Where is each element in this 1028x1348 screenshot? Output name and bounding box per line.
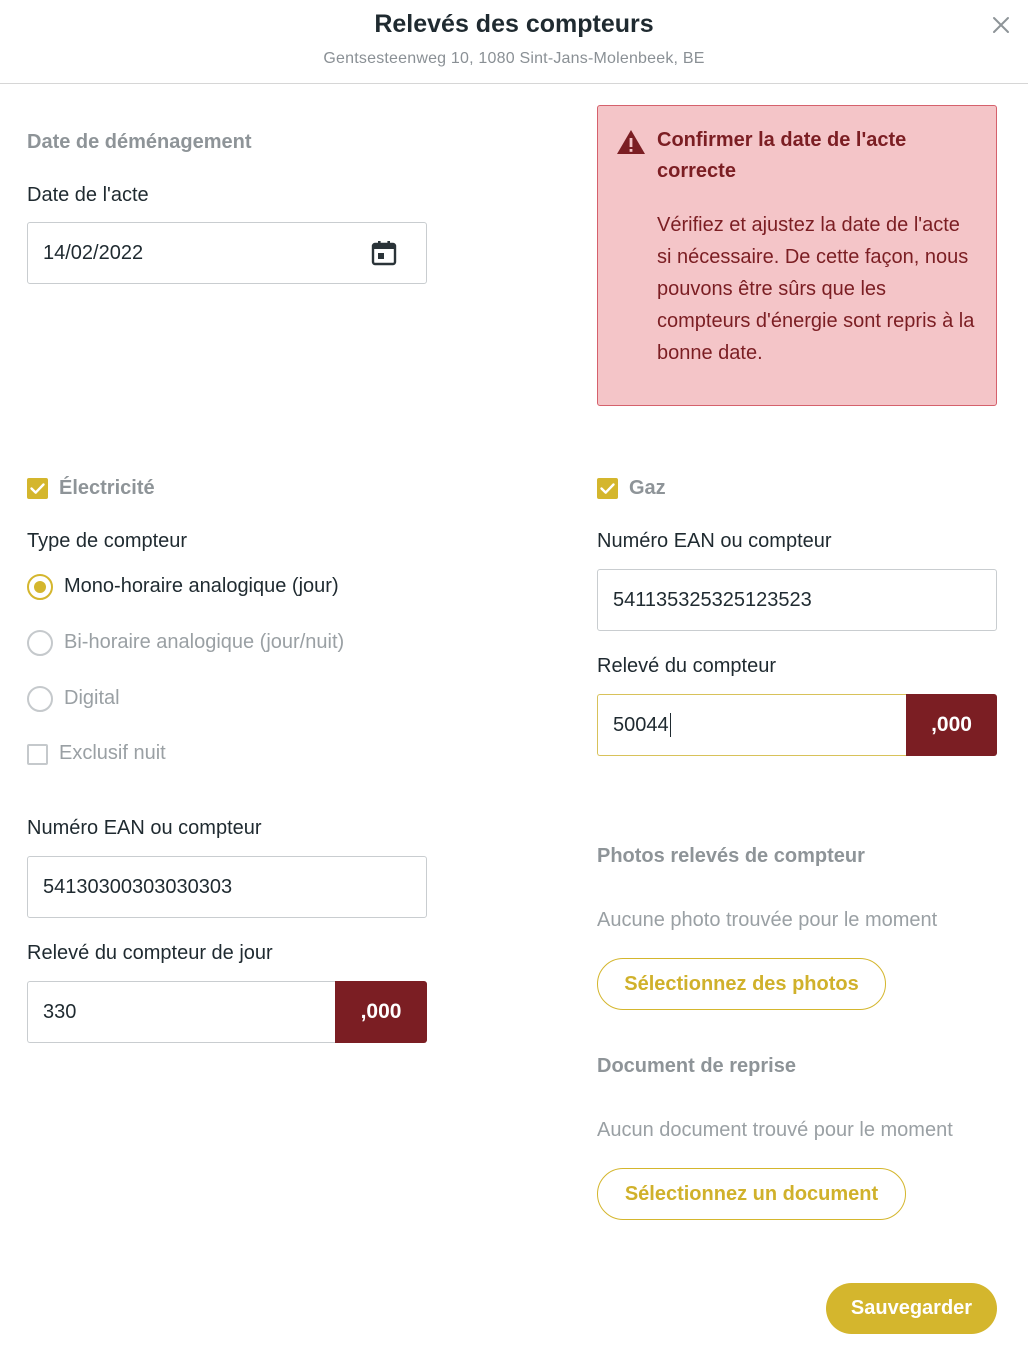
select-photos-button[interactable]: Sélectionnez des photos bbox=[597, 958, 886, 1010]
gas-reading-value: 50044 bbox=[613, 713, 669, 736]
night-only-label: Exclusif nuit bbox=[59, 742, 166, 764]
deed-date-label: Date de l'acte bbox=[27, 184, 149, 206]
day-reading-input[interactable] bbox=[27, 981, 336, 1043]
close-icon[interactable] bbox=[988, 12, 1014, 38]
modal-header bbox=[0, 0, 1028, 84]
alert-title: Confirmer la date de l'acte correcte bbox=[657, 129, 907, 182]
save-button[interactable]: Sauvegarder bbox=[826, 1283, 997, 1334]
calendar-icon[interactable] bbox=[370, 239, 398, 267]
text-caret bbox=[670, 713, 671, 737]
gas-ean-input[interactable] bbox=[597, 569, 997, 631]
document-empty-text: Aucun document trouvé pour le moment bbox=[597, 1119, 953, 1141]
gas-label: Gaz bbox=[629, 477, 666, 499]
day-reading-value: 330 bbox=[43, 1000, 77, 1023]
gas-reading-label: Relevé du compteur bbox=[597, 655, 776, 677]
day-reading-label: Relevé du compteur de jour bbox=[27, 942, 273, 964]
electricity-ean-label: Numéro EAN ou compteur bbox=[27, 817, 262, 839]
radio-digital[interactable] bbox=[27, 686, 53, 712]
electricity-ean-value: 54130300303030303 bbox=[43, 875, 233, 898]
radio-bi-horaire-label: Bi-horaire analogique (jour/nuit) bbox=[64, 631, 345, 653]
photos-title: Photos relevés de compteur bbox=[597, 845, 865, 867]
day-reading-decimal-suffix: ,000 bbox=[335, 981, 427, 1043]
document-title: Document de reprise bbox=[597, 1055, 796, 1077]
deed-date-value: 14/02/2022 bbox=[43, 241, 144, 264]
gas-reading-decimal-suffix: ,000 bbox=[906, 694, 997, 756]
deed-date-alert bbox=[597, 105, 997, 406]
radio-digital-label: Digital bbox=[64, 687, 120, 709]
gas-ean-label: Numéro EAN ou compteur bbox=[597, 530, 832, 552]
select-document-button[interactable]: Sélectionnez un document bbox=[597, 1168, 906, 1220]
electricity-label: Électricité bbox=[59, 477, 155, 499]
gas-reading-input[interactable] bbox=[597, 694, 907, 756]
modal-title: Relevés des compteurs bbox=[374, 10, 654, 38]
photos-empty-text: Aucune photo trouvée pour le moment bbox=[597, 909, 938, 931]
deed-date-input[interactable] bbox=[27, 222, 427, 284]
gas-checkbox[interactable] bbox=[597, 478, 618, 499]
electricity-checkbox[interactable] bbox=[27, 478, 48, 499]
radio-mono-horaire[interactable] bbox=[27, 574, 53, 600]
night-only-checkbox[interactable] bbox=[27, 744, 48, 765]
address-subtitle: Gentsesteenweg 10, 1080 Sint-Jans-Molenbeek, BE bbox=[323, 50, 705, 67]
moving-date-title: Date de déménagement bbox=[27, 131, 252, 153]
warning-icon bbox=[616, 128, 646, 156]
alert-body: Vérifiez et ajustez la date de l'acte si nécessaire. De cette façon, nous pouvons être sûrs que les compteurs d'énergie sont repris à la bonne date. bbox=[657, 214, 975, 364]
gas-ean-value: 541135325325123523 bbox=[613, 588, 812, 611]
meter-type-label: Type de compteur bbox=[27, 530, 188, 552]
radio-bi-horaire[interactable] bbox=[27, 630, 53, 656]
electricity-ean-input[interactable] bbox=[27, 856, 427, 918]
radio-mono-horaire-label: Mono-horaire analogique (jour) bbox=[64, 575, 339, 597]
